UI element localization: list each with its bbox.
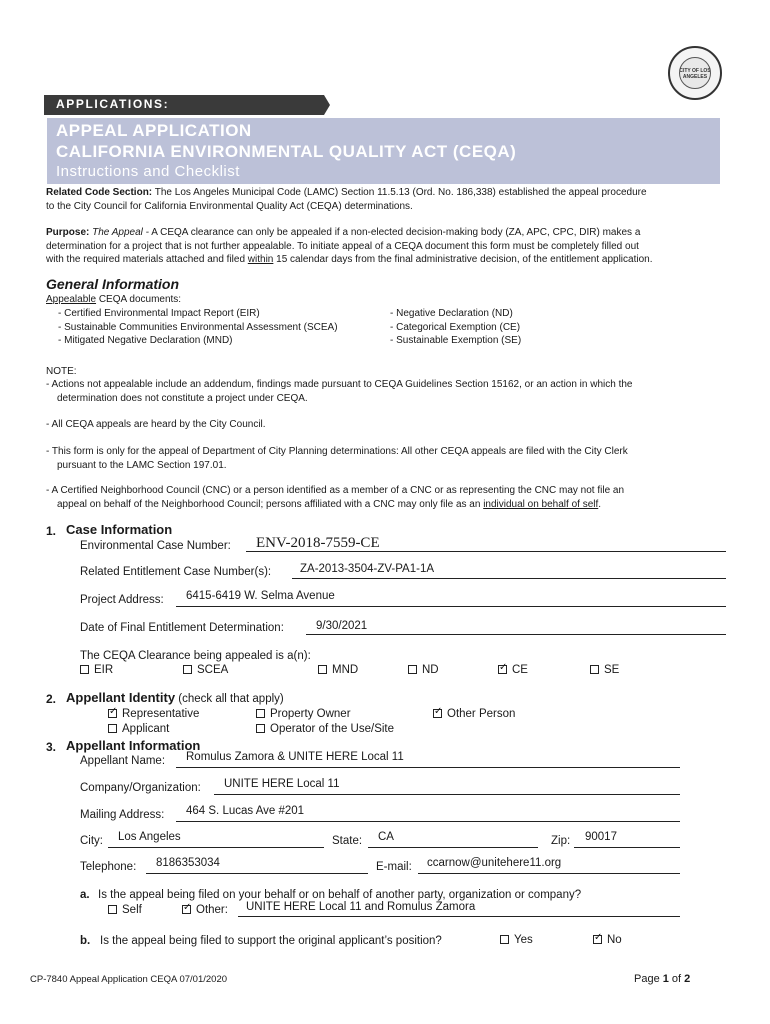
env-case-label: Environmental Case Number:	[80, 540, 231, 552]
appellant-name-label: Appellant Name:	[80, 755, 166, 767]
telephone-line	[146, 873, 368, 874]
page-of: of	[668, 973, 685, 985]
option-label: Operator of the Use/Site	[270, 723, 395, 735]
checked-checkbox-icon	[433, 709, 442, 718]
checked-checkbox-icon	[182, 905, 191, 914]
option-label: Property Owner	[270, 708, 351, 720]
appellant-name-line	[176, 767, 680, 768]
question-a-other-line	[238, 916, 680, 917]
note-1-line-1: - Actions not appealable include an addendum, findings made pursuant to CEQA Guidelines Section 15162, or an action in which the	[46, 379, 633, 390]
question-a-letter: a.	[80, 889, 90, 901]
purpose-paragraph	[46, 226, 726, 267]
related-code-label: Related Code Section:	[46, 187, 153, 198]
question-b-yes-option[interactable]	[500, 934, 533, 946]
section-3-title: Appellant Information	[66, 738, 201, 753]
clearance-option-scea[interactable]	[183, 664, 228, 676]
option-label: Applicant	[122, 723, 170, 735]
zip-value[interactable]: 90017	[585, 831, 617, 843]
note-4-line-2: appeal on behalf of the Neighborhood Council; persons affiliated with a CNC may only file as an	[57, 498, 484, 510]
list-item: - Certified Environmental Impact Report (EIR)	[58, 308, 260, 319]
final-date-line	[306, 634, 726, 635]
section-1-title: Case Information	[66, 522, 173, 537]
section-2-title: Appellant Identity	[66, 690, 176, 705]
related-code-paragraph	[46, 186, 726, 213]
project-address-line	[176, 606, 726, 607]
project-address-value[interactable]: 6415-6419 W. Selma Avenue	[186, 590, 335, 602]
option-label: Self	[122, 904, 142, 916]
list-item: - Mitigated Negative Declaration (MND)	[58, 335, 233, 346]
identity-option-property-owner[interactable]	[256, 708, 351, 720]
option-label: Yes	[514, 934, 533, 946]
appealable-list-left	[58, 307, 338, 348]
question-a-other-value[interactable]: UNITE HERE Local 11 and Romulus Zamora	[246, 901, 476, 913]
note-3-line-2: pursuant to the LAMC Section 197.01.	[57, 459, 227, 471]
applications-label: APPLICATIONS:	[56, 97, 170, 111]
page-subtitle: CALIFORNIA ENVIRONMENTAL QUALITY ACT (CEQA)	[56, 142, 517, 161]
company-label: Company/Organization:	[80, 782, 201, 794]
purpose-line-3b: 15 calendar days from the final administrative decision, of the entitlement application.	[273, 254, 653, 265]
list-item: - Categorical Exemption (CE)	[390, 321, 521, 333]
purpose-line-2: determination for a project that is not further appealable. To initiate appeal of a CEQA document this form must be completely filled out	[46, 240, 639, 252]
purpose-line-3a: with the required materials attached and filed	[46, 254, 248, 265]
identity-option-representative[interactable]	[108, 708, 199, 720]
option-label: SCEA	[197, 664, 229, 676]
appealable-rest: CEQA documents:	[96, 294, 182, 305]
note-4	[46, 484, 726, 511]
checkbox-icon	[256, 709, 265, 718]
section-1-number: 1.	[46, 524, 57, 538]
question-b-no-option[interactable]	[593, 934, 622, 946]
checkbox-icon	[590, 665, 599, 674]
question-b-letter: b.	[80, 935, 91, 947]
state-value[interactable]: CA	[378, 831, 394, 843]
appealable-underlined: Appealable	[46, 294, 97, 305]
list-item: - Sustainable Communities Environmental Assessment (SCEA)	[58, 321, 338, 333]
city-seal-logo	[668, 46, 722, 100]
option-label: CE	[512, 664, 528, 676]
option-label: Representative	[122, 708, 200, 720]
note-1	[46, 378, 726, 405]
email-value[interactable]: ccarnow@unitehere11.org	[427, 857, 562, 869]
clearance-option-nd[interactable]	[408, 664, 439, 676]
question-a-other-option[interactable]	[182, 904, 228, 916]
city-value[interactable]: Los Angeles	[118, 831, 181, 843]
zip-label: Zip:	[551, 835, 571, 847]
checkbox-icon	[500, 935, 509, 944]
mailing-address-line	[176, 821, 680, 822]
state-label: State:	[332, 835, 363, 847]
purpose-label: Purpose:	[46, 227, 90, 238]
city-line	[108, 847, 324, 848]
related-case-label: Related Entitlement Case Number(s):	[80, 566, 272, 578]
checked-checkbox-icon	[593, 935, 602, 944]
note-2: - All CEQA appeals are heard by the City Council.	[46, 419, 266, 430]
email-label: E-mail:	[376, 861, 412, 873]
identity-option-applicant[interactable]	[108, 723, 169, 735]
page-prefix: Page	[634, 973, 663, 985]
purpose-line-1: A CEQA clearance can only be appealed if a non-elected decision-making body (ZA, APC, CPC, DIR) makes a	[149, 227, 641, 238]
note-label: NOTE:	[46, 366, 77, 377]
project-address-label: Project Address:	[80, 594, 164, 606]
related-case-line	[292, 578, 726, 579]
clearance-option-mnd[interactable]	[318, 664, 358, 676]
final-date-label: Date of Final Entitlement Determination:	[80, 622, 284, 634]
mailing-address-value[interactable]: 464 S. Lucas Ave #201	[186, 805, 305, 817]
form-number-footer: CP-7840 Appeal Application CEQA 07/01/2020	[30, 974, 228, 985]
purpose-within: within	[247, 254, 274, 265]
appealable-label	[46, 293, 181, 307]
checkbox-icon	[183, 665, 192, 674]
page-number	[634, 973, 690, 985]
clearance-label: The CEQA Clearance being appealed is a(n):	[80, 650, 311, 662]
checked-checkbox-icon	[498, 665, 507, 674]
note-4-underlined: individual on behalf of self	[483, 498, 599, 510]
appealable-list-right	[390, 307, 521, 348]
email-line	[418, 873, 680, 874]
page-title: APPEAL APPLICATION	[56, 121, 252, 140]
checkbox-icon	[256, 724, 265, 733]
state-line	[368, 847, 538, 848]
page-subheading: Instructions and Checklist	[56, 163, 240, 180]
clearance-option-eir[interactable]	[80, 664, 113, 676]
env-case-line	[246, 551, 726, 552]
purpose-italic: The Appeal -	[92, 227, 150, 238]
checkbox-icon	[108, 724, 117, 733]
note-3-line-1: - This form is only for the appeal of Department of City Planning determinations: All other CEQA appeals are filed with the City Clerk	[46, 446, 628, 457]
note-1-line-2: determination does not constitute a project under CEQA.	[57, 392, 308, 404]
note-4-period: .	[598, 498, 602, 510]
telephone-value[interactable]: 8186353034	[156, 857, 220, 869]
related-case-value[interactable]: ZA-2013-3504-ZV-PA1-1A	[300, 563, 435, 575]
question-a-text: Is the appeal being filed on your behalf or on behalf of another party, organization or company?	[98, 889, 582, 901]
note-4-line-1: - A Certified Neighborhood Council (CNC) or a person identified as a member of a CNC or as representing the CNC may not file an	[46, 485, 625, 496]
identity-option-operator[interactable]	[256, 723, 394, 735]
clearance-option-ce[interactable]	[498, 664, 528, 676]
option-label: SE	[604, 664, 620, 676]
general-information-heading: General Information	[46, 276, 180, 292]
related-code-text-2: to the City Council for California Environmental Quality Act (CEQA) determinations.	[46, 200, 413, 212]
list-item: - Sustainable Exemption (SE)	[390, 335, 522, 346]
checkbox-icon	[108, 905, 117, 914]
option-label: Other Person	[447, 708, 516, 720]
section-3-number: 3.	[46, 740, 57, 754]
checkbox-icon	[80, 665, 89, 674]
checkbox-icon	[318, 665, 327, 674]
clearance-option-se[interactable]	[590, 664, 619, 676]
question-a-self-option[interactable]	[108, 904, 142, 916]
checkbox-icon	[408, 665, 417, 674]
option-label: EIR	[94, 664, 114, 676]
seal-text: CITY OF LOS ANGELES	[679, 68, 711, 80]
section-2-heading	[66, 690, 284, 705]
identity-option-other-person[interactable]	[433, 708, 515, 720]
option-label: Other:	[196, 904, 228, 916]
question-b-text: Is the appeal being filed to support the original applicant’s position?	[100, 935, 442, 947]
page-total: 2	[684, 973, 691, 985]
list-item: - Negative Declaration (ND)	[390, 308, 513, 319]
company-line	[214, 794, 680, 795]
section-2-hint: (check all that apply)	[175, 693, 284, 705]
zip-line	[574, 847, 680, 848]
city-label: City:	[80, 835, 103, 847]
env-case-value[interactable]: ENV-2018-7559-CE	[256, 535, 380, 551]
option-label: No	[607, 934, 622, 946]
related-code-text: The Los Angeles Municipal Code (LAMC) Section 11.5.13 (Ord. No. 186,338) established the appeal procedure	[154, 187, 647, 198]
final-date-value[interactable]: 9/30/2021	[316, 620, 368, 632]
page-current: 1	[662, 973, 669, 985]
company-value[interactable]: UNITE HERE Local 11	[224, 778, 340, 790]
telephone-label: Telephone:	[80, 861, 137, 873]
appellant-name-value[interactable]: Romulus Zamora & UNITE HERE Local 11	[186, 751, 404, 763]
mailing-address-label: Mailing Address:	[80, 809, 165, 821]
note-3	[46, 445, 726, 472]
section-2-number: 2.	[46, 692, 57, 706]
checked-checkbox-icon	[108, 709, 117, 718]
option-label: MND	[332, 664, 359, 676]
option-label: ND	[422, 664, 439, 676]
